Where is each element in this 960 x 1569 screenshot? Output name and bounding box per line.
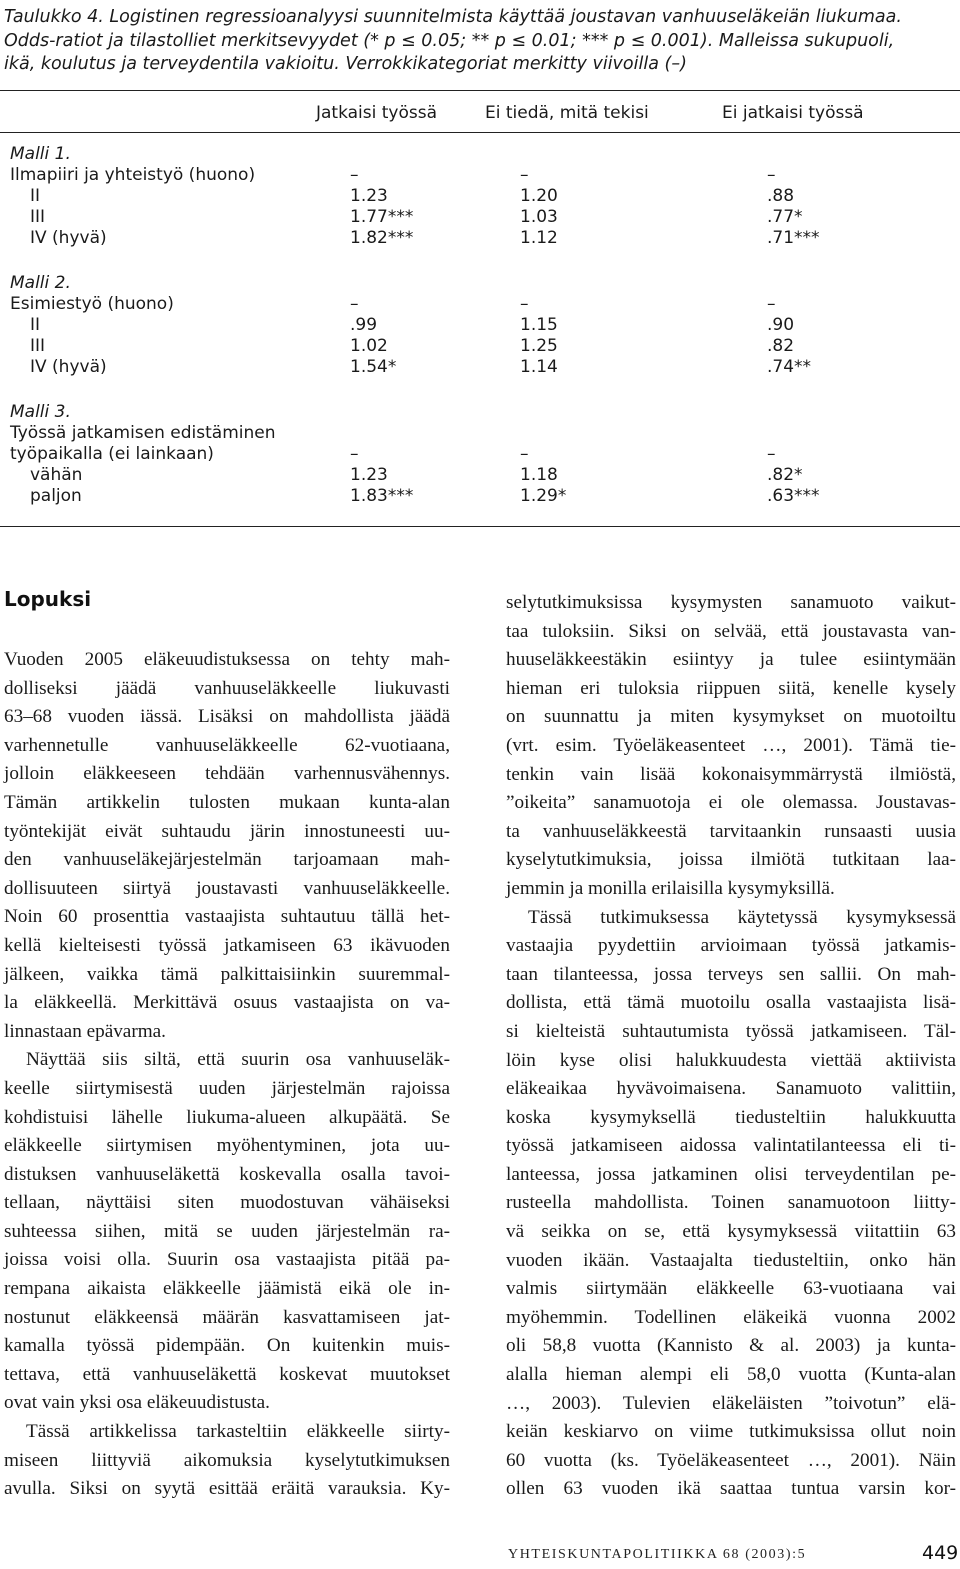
text-line: valmis siirtymään eläkkeelle 63-vuotiaana vai bbox=[506, 1278, 956, 1300]
table-bottom-rule bbox=[0, 526, 960, 527]
text-line: keiän keskiarvo on viime tutkimuksissa ollut noin bbox=[506, 1421, 956, 1443]
text-line: eläkkeelle siirtymisen myöhentyminen, jota uu- bbox=[4, 1135, 450, 1157]
text-line: ovat vain yksi osa eläkeuudistusta. bbox=[4, 1392, 270, 1414]
text-line: työntekijät eivät suhtaudu järin innostuneesti uu- bbox=[4, 820, 450, 842]
text-line: hieman eri tuloksia riippuen siitä, kenelle kysely bbox=[506, 677, 956, 699]
text-line: työssä jatkamiseen aidossa valintatilanteessa eli ti- bbox=[506, 1135, 956, 1157]
table-cell: 1.54* bbox=[350, 357, 397, 377]
table-cell: 1.03 bbox=[520, 207, 558, 227]
model-title: Malli 3. bbox=[10, 402, 71, 422]
section-heading: Lopuksi bbox=[4, 587, 92, 611]
table-cell: – bbox=[767, 294, 776, 314]
table-row bbox=[0, 357, 960, 378]
table-cell: .74** bbox=[767, 357, 812, 377]
journal-name: YHTEISKUNTAPOLITIIKKA 68 (2003):5 bbox=[508, 1547, 807, 1562]
text-line: …, 2003). Tulevien eläkeläisten ”toivotun” elä- bbox=[506, 1392, 956, 1414]
table-cell: 1.23 bbox=[350, 465, 388, 485]
text-line: huuseläkkeestäkin esiintyy ja tulee esiintymään bbox=[506, 649, 956, 671]
text-line: dolliseksi jäädä vanhuuseläkkeelle liukuvasti bbox=[4, 677, 450, 699]
table-cell: .88 bbox=[767, 186, 795, 206]
text-line: lanteessa, jossa jatkaminen olisi terveydentilan pe- bbox=[506, 1163, 956, 1185]
table-cell: 1.83*** bbox=[350, 486, 414, 506]
table-cell: – bbox=[767, 444, 776, 464]
table-cell: .77* bbox=[767, 207, 803, 227]
table-row bbox=[0, 423, 960, 444]
table-cell: – bbox=[520, 444, 529, 464]
body-column-left bbox=[4, 646, 450, 1504]
table-cell: 1.23 bbox=[350, 186, 388, 206]
text-line: den vanhuuseläkejärjestelmän tarjoamaan mah- bbox=[4, 849, 450, 871]
table-cell: 1.77*** bbox=[350, 207, 414, 227]
text-line: jemmin ja monilla erilaisilla kysymyksillä. bbox=[506, 877, 835, 899]
table-cell: .71*** bbox=[767, 228, 820, 248]
body-column-right bbox=[506, 589, 956, 1504]
text-line: kohdistuisi lähelle liukuma-alueen alkupäätä. Se bbox=[4, 1106, 450, 1128]
column-header-not-continue: Ei jatkaisi työssä bbox=[722, 103, 864, 123]
text-line: ta vanhuuseläkkeestä tarvitaankin runsaasti uusia bbox=[506, 820, 956, 842]
table-row bbox=[0, 294, 960, 315]
table-cell: 1.82*** bbox=[350, 228, 414, 248]
table-cell: 1.25 bbox=[520, 336, 558, 356]
table-cell: 1.29* bbox=[520, 486, 567, 506]
page-number: 449 bbox=[922, 1542, 959, 1564]
text-line: kyselytutkimuksia, joissa ilmiötä tutkitaan laa- bbox=[506, 849, 956, 871]
table-row bbox=[0, 228, 960, 249]
table-cell: – bbox=[767, 165, 776, 185]
text-line: Vuoden 2005 eläkeuudistuksessa on tehty mah- bbox=[4, 649, 450, 670]
text-line: tettava, että vanhuuseläkettä koskevat muutokset bbox=[4, 1363, 450, 1385]
text-line: keelle siirtymisestä uuden järjestelmän rajoissa bbox=[4, 1077, 450, 1099]
table-cell: – bbox=[520, 165, 529, 185]
text-line: taan tilanteessa, jossa terveys sen sallii. On mah- bbox=[506, 963, 956, 985]
text-line: alalla hieman alempi eli 58,0 vuotta (Kunta-alan bbox=[506, 1364, 956, 1386]
table-row bbox=[0, 444, 960, 465]
caption-line: Odds-ratiot ja tilastolliet merkitsevyydet (* p ≤ 0.05; ** p ≤ 0.01; *** p ≤ 0.001). Malleissa sukupuoli, bbox=[4, 30, 895, 51]
row-label: työpaikalla (ei lainkaan) bbox=[10, 444, 214, 464]
text-line: nostunut eläkkeensä määrän kasvattamiseen jat- bbox=[4, 1306, 450, 1328]
text-line: varhennetulle vanhuuseläkkeelle 62-vuotiaana, bbox=[4, 734, 450, 756]
text-line: ”oikeita” sanamuotoja ei ole olemassa. Joustavas- bbox=[506, 792, 956, 814]
text-line: myöhemmin. Todellinen eläkeikä vuonna 2002 bbox=[506, 1306, 956, 1328]
table-cell: 1.14 bbox=[520, 357, 558, 377]
text-line: on suunnattu ja miten kysymykset on muotoiltu bbox=[506, 706, 956, 728]
text-line: 60 vuotta (ks. Työeläkeasenteet …, 2001). Näin bbox=[506, 1449, 956, 1471]
column-header-unsure: Ei tiedä, mitä tekisi bbox=[485, 103, 649, 123]
model-title: Malli 2. bbox=[10, 273, 71, 293]
table-row bbox=[0, 486, 960, 507]
column-header-continue: Jatkaisi työssä bbox=[316, 103, 438, 123]
table-row bbox=[0, 315, 960, 336]
row-label: Työssä jatkamisen edistäminen bbox=[10, 423, 276, 443]
table-row bbox=[0, 165, 960, 186]
text-line: rusteella mahdollista. Toinen sanamuotoon liitty- bbox=[506, 1192, 956, 1214]
text-line: kellä kielteisesti työssä jatkamiseen 63 ikävuoden bbox=[4, 934, 450, 956]
table-cell: – bbox=[350, 294, 359, 314]
row-label: IV (hyvä) bbox=[30, 228, 107, 248]
text-line: oli 58,8 vuotta (Kannisto & al. 2003) ja kunta- bbox=[506, 1335, 956, 1357]
text-line: jolloin eläkkeeseen tehdään varhennusvähennys. bbox=[4, 763, 450, 785]
text-line: jälkeen, vaikka tämä palkittaisiinkin suuremmal- bbox=[4, 963, 450, 985]
table-row bbox=[0, 465, 960, 486]
table-cell: 1.12 bbox=[520, 228, 558, 248]
table-caption bbox=[4, 6, 956, 77]
table-row bbox=[0, 336, 960, 357]
table-row bbox=[0, 186, 960, 207]
text-line: Tässä tutkimuksessa käytetyssä kysymyksessä bbox=[528, 906, 956, 928]
row-label: III bbox=[30, 207, 46, 227]
text-line: joissa voisi olla. Suurin osa vastaajista pitää pa- bbox=[4, 1249, 450, 1271]
model-title-row bbox=[0, 144, 960, 165]
text-line: linnastaan epävarma. bbox=[4, 1020, 166, 1042]
text-line: tellaan, näyttäisi siten muodostuvan vähäiseksi bbox=[4, 1192, 450, 1214]
text-line: dollisuuteen siirtyä joustavasti vanhuuseläkkeelle. bbox=[4, 877, 450, 899]
table-cell: .82 bbox=[767, 336, 795, 356]
text-line: kamalla työssä pidempään. On kuitenkin muis- bbox=[4, 1335, 450, 1357]
table-cell: – bbox=[350, 444, 359, 464]
row-label: Ilmapiiri ja yhteistyö (huono) bbox=[10, 165, 256, 185]
table-top-rule bbox=[0, 90, 960, 91]
text-line: dollista, että tämä muotoilu osalla vastaajista lisä- bbox=[506, 992, 956, 1014]
table-cell: 1.02 bbox=[350, 336, 388, 356]
table-header-rule bbox=[0, 132, 960, 133]
row-label: II bbox=[30, 186, 41, 206]
text-line: rempana aikaista eläkkeelle jäämistä eikä ole in- bbox=[4, 1278, 450, 1300]
caption-line: Taulukko 4. Logistinen regressioanalyysi suunnitelmista käyttää joustavan vanhuuseläkeiän liukumaa. bbox=[4, 7, 902, 27]
text-line: Tämän artikkelin tulosten mukaan kunta-alan bbox=[4, 791, 450, 813]
table-cell: .90 bbox=[767, 315, 795, 335]
text-line: avulla. Siksi on syytä esittää eräitä varauksia. Ky- bbox=[4, 1478, 450, 1500]
table-cell: 1.20 bbox=[520, 186, 558, 206]
text-line: suhteessa siihen, mitä se uuden järjestelmän ra- bbox=[4, 1220, 450, 1242]
text-line: löin kyse olisi halukkuudesta viettää aktiivista bbox=[506, 1049, 956, 1071]
table-cell: .63*** bbox=[767, 486, 820, 506]
text-line: koska kysymyksellä tiedusteltiin halukkuutta bbox=[506, 1106, 956, 1128]
table-cell: .99 bbox=[350, 315, 378, 335]
table-cell: .82* bbox=[767, 465, 803, 485]
model-title: Malli 1. bbox=[10, 144, 71, 164]
text-line: si kielteistä suhtautumista työssä jatkamiseen. Täl- bbox=[506, 1020, 956, 1042]
text-line: (vrt. esim. Työeläkeasenteet …, 2001). Tämä tie- bbox=[506, 734, 956, 756]
table-cell: 1.15 bbox=[520, 315, 558, 335]
text-line: eläkeaikaa hyvävoimaisena. Sanamuoto valittiin, bbox=[506, 1078, 956, 1100]
table-row bbox=[0, 207, 960, 228]
row-label: IV (hyvä) bbox=[30, 357, 107, 377]
text-line: Noin 60 prosenttia vastaajista suhtautuu tällä het- bbox=[4, 906, 450, 928]
row-label: vähän bbox=[30, 465, 83, 485]
text-line: vä seikka on se, että kysymyksessä viitattiin 63 bbox=[506, 1221, 956, 1243]
text-line: vastaajia pyydettiin arvioimaan työssä jatkamis- bbox=[506, 935, 956, 957]
text-line: miseen liittyviä aikomuksia kyselytutkimuksen bbox=[4, 1449, 450, 1471]
text-line: vuoden ikään. Vastaajalta tiedusteltiin, onko hän bbox=[506, 1249, 956, 1271]
table-cell: 1.18 bbox=[520, 465, 558, 485]
text-line: tenkin vain lisää kokonaisymmärrystä ilmiöstä, bbox=[506, 763, 956, 785]
text-line: taa tuloksiin. Siksi on selvää, että joustavasta van- bbox=[506, 620, 956, 642]
text-line: Tässä artikkelissa tarkasteltiin eläkkeelle siirty- bbox=[26, 1421, 450, 1443]
text-line: la eläkkeellä. Merkittävä osuus vastaajista on va- bbox=[4, 992, 450, 1014]
model-title-row bbox=[0, 273, 960, 294]
text-line: ollen 63 vuoden ikä saattaa tuntua varsin kor- bbox=[506, 1478, 956, 1500]
text-line: selytutkimuksissa kysymysten sanamuoto vaikut- bbox=[506, 592, 956, 613]
table-cell: – bbox=[350, 165, 359, 185]
row-label: II bbox=[30, 315, 41, 335]
table-cell: – bbox=[520, 294, 529, 314]
text-line: distuksen vanhuuseläkettä koskevalla osalla tavoi- bbox=[4, 1163, 450, 1185]
text-line: Näyttää siis siltä, että suurin osa vanhuuseläk- bbox=[26, 1049, 450, 1071]
model-title-row bbox=[0, 402, 960, 423]
caption-line: ikä, koulutus ja terveydentila vakioitu. Verrokkikategoriat merkitty viivoilla (–) bbox=[4, 54, 687, 74]
row-label: paljon bbox=[30, 486, 82, 506]
row-label: III bbox=[30, 336, 46, 356]
row-label: Esimiestyö (huono) bbox=[10, 294, 174, 314]
text-line: 63–68 vuoden iässä. Lisäksi on mahdollista jäädä bbox=[4, 706, 450, 728]
